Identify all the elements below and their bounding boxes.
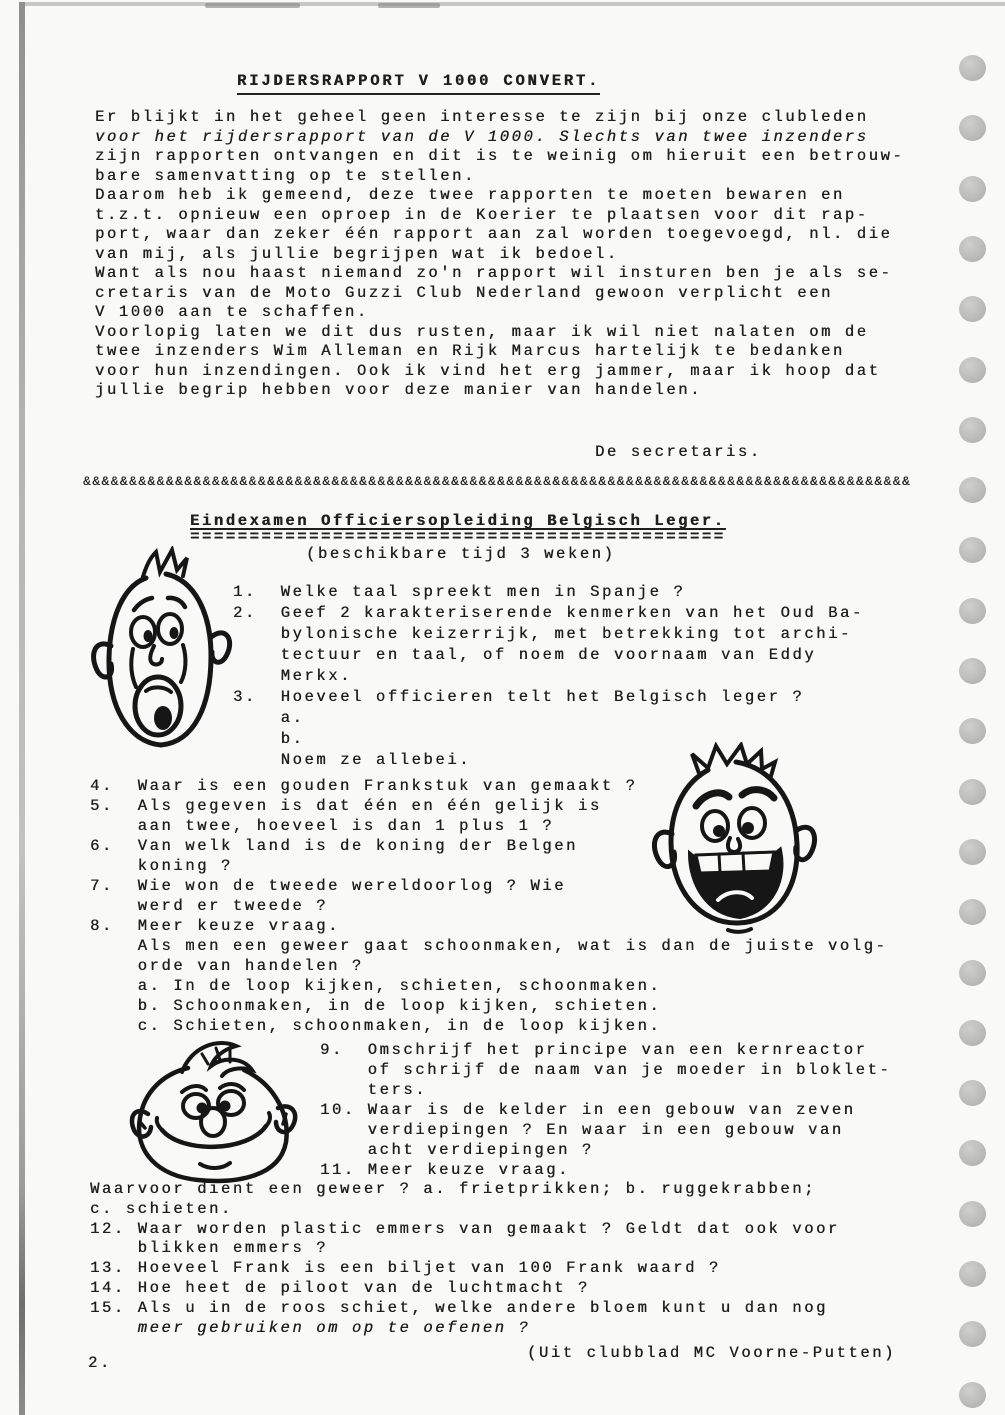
text-line: 6. Van welk land is de koning der Belgen — [90, 837, 578, 855]
binder-hole — [959, 899, 986, 925]
text-line: 10. Waar is de kelder in een gebouw van zeven — [320, 1101, 856, 1119]
text-line: Voorlopig laten we dit dus rusten, maar ik wil niet nalaten om de — [95, 322, 869, 341]
binder-hole — [959, 1382, 986, 1408]
text-line: bare samenvatting op te stellen. — [95, 166, 476, 185]
article-body — [95, 108, 904, 401]
text-line: acht verdiepingen ? — [320, 1141, 594, 1159]
binder-hole — [959, 839, 986, 865]
text-line: Daarom heb ik gemeend, deze twee rapporten te moeten bewaren en — [95, 186, 845, 204]
text-line: verdiepingen ? En waar in een gebouw van — [320, 1121, 844, 1139]
exam-questions-9-11 — [320, 1040, 891, 1180]
text-line: voor hun inzendingen. Ook ik vind het erg jammer, maar ik hoop dat — [95, 361, 881, 380]
text-line: aan twee, hoeveel is dan 1 plus 1 ? — [90, 817, 555, 835]
text-line: 14. Hoe heet de piloot van de luchtmacht ? — [90, 1278, 590, 1297]
text-line: 13. Hoeveel Frank is een biljet van 100 Frank waard ? — [90, 1259, 721, 1278]
page-number: 2. — [88, 1354, 112, 1372]
binder-hole — [959, 598, 986, 624]
text-line: 12. Waar worden plastic emmers van gemaakt ? Geldt dat ook voor — [90, 1219, 840, 1238]
binder-hole — [959, 296, 986, 322]
binder-hole — [959, 960, 986, 986]
text-line: 8. Meer keuze vraag. — [90, 917, 340, 935]
grinning-cartoon-face — [118, 1030, 308, 1192]
text-line: blikken emmers ? — [90, 1239, 329, 1258]
text-line: Er blijkt in het geheel geen interesse te zijn bij onze clubleden — [95, 108, 869, 126]
text-line: cretaris van de Moto Guzzi Club Nederland gewoon verplicht een — [95, 283, 833, 302]
binder-hole — [959, 236, 986, 262]
exam-questions-11-15 — [90, 1180, 840, 1338]
text-line: Merkx. — [233, 667, 353, 685]
binder-hole — [959, 55, 986, 81]
text-line: Want als nou haast niemand zo'n rapport wil insturen ben je als se- — [95, 264, 893, 282]
text-line: t.z.t. opnieuw een oproep in de Koerier te plaatsen voor dit rap- — [95, 205, 869, 224]
scan-left-edge — [19, 2, 25, 1415]
text-line: zijn rapporten ontvangen en dit is te weinig om hieruit een betrouw- — [95, 147, 905, 165]
binder-hole — [959, 477, 986, 503]
text-line: c. Schieten, schoonmaken, in de loop kijken. — [90, 1017, 662, 1035]
text-line: b. — [233, 730, 305, 748]
text-line: twee inzenders Wim Alleman en Rijk Marcus hartelijk te bedanken — [95, 342, 845, 360]
text-line: meer gebruiken om op te oefenen ? — [90, 1318, 531, 1337]
scan-smudge — [378, 3, 440, 8]
scan-smudge — [205, 3, 300, 8]
binder-hole — [959, 1020, 986, 1046]
text-line: Als men een geweer gaat schoonmaken, wat is dan de juiste volg- — [90, 937, 888, 955]
text-line: bylonische keizerrijk, met betrekking tot archi- — [233, 625, 852, 643]
attribution: (Uit clubblad MC Voorne-Putten) — [527, 1344, 896, 1362]
binder-hole — [959, 1201, 986, 1227]
text-line: ters. — [320, 1081, 428, 1099]
text-line: 1. Welke taal spreekt men in Spanje ? — [233, 583, 686, 601]
text-line: 9. Omschrijf het principe van een kernreactor — [320, 1041, 868, 1059]
text-line: Waarvoor dient een geweer ? a. frietprikken; b. ruggekrabben; — [90, 1180, 816, 1198]
scan-top-edge — [20, 2, 1005, 6]
binder-hole — [959, 1321, 986, 1347]
binder-hole — [959, 176, 986, 202]
text-line: voor het rijdersrapport van de V 1000. Slechts van twee inzenders — [95, 127, 869, 146]
binder-hole — [959, 1140, 986, 1166]
text-line: Noem ze allebei. — [233, 751, 472, 769]
text-line: 15. Als u in de roos schiet, welke andere bloem kunt u dan nog — [90, 1298, 828, 1317]
text-line: V 1000 aan te schaffen. — [95, 303, 369, 321]
binder-hole — [959, 1080, 986, 1106]
text-line: a. — [233, 709, 305, 727]
text-line: orde van handelen ? — [90, 957, 364, 975]
text-line: c. schieten. — [90, 1199, 233, 1218]
text-line: werd er tweede ? — [90, 897, 329, 915]
binder-hole — [959, 779, 986, 805]
text-line: a. In de loop kijken, schieten, schoonmaken. — [90, 977, 662, 995]
text-line: 11. Meer keuze vraag. — [320, 1161, 570, 1179]
text-line: b. Schoonmaken, in de loop kijken, schieten. — [90, 997, 662, 1015]
binder-hole — [959, 115, 986, 141]
text-line: jullie begrip hebben voor deze manier van handelen. — [95, 381, 702, 399]
text-line: van mij, als jullie begrijpen wat ik bedoel. — [95, 244, 619, 263]
text-line: 3. Hoeveel officieren telt het Belgisch leger ? — [233, 688, 805, 706]
binder-hole — [959, 1261, 986, 1287]
article-title: RIJDERSRAPPORT V 1000 CONVERT. — [237, 72, 600, 95]
binder-hole — [959, 658, 986, 684]
binder-hole — [959, 357, 986, 383]
binder-hole — [959, 417, 986, 443]
exam-title-underline: ============================================= — [190, 528, 726, 546]
text-line: 2. Geef 2 karakteriserende kenmerken van het Oud Ba- — [233, 604, 864, 622]
binder-hole — [959, 537, 986, 563]
text-line: port, waar dan zeker één rapport aan zal worden toegevoegd, nl. die — [95, 225, 893, 243]
text-line: koning ? — [90, 857, 233, 875]
shocked-cartoon-face — [84, 546, 234, 758]
laughing-cartoon-face — [648, 742, 820, 940]
text-line: of schrijf de naam van je moeder in bloklet- — [320, 1061, 892, 1079]
text-line: 7. Wie won de tweede wereldoorlog ? Wie — [90, 877, 567, 895]
exam-subtitle: (beschikbare tijd 3 weken) — [306, 545, 616, 563]
binder-holes — [945, 0, 1005, 1415]
text-line: 4. Waar is een gouden Frankstuk van gemaakt ? — [90, 777, 638, 795]
text-line: 5. Als gegeven is dat één en één gelijk is — [90, 797, 602, 815]
ampersand-divider: &&&&&&&&&&&&&&&&&&&&&&&&&&&&&&&&&&&&&&&&&&&&&&&&&&&&&&&&&&&&&&&&&&&&&&&&&&&&&&&&&&&&&&&&&& — [83, 474, 912, 489]
exam-title: Eindexamen Officiersopleiding Belgisch Leger. — [190, 512, 726, 530]
text-line: tectuur en taal, of noem de voornaam van Eddy — [233, 646, 817, 664]
signature: De secretaris. — [595, 443, 762, 461]
binder-hole — [959, 718, 986, 744]
